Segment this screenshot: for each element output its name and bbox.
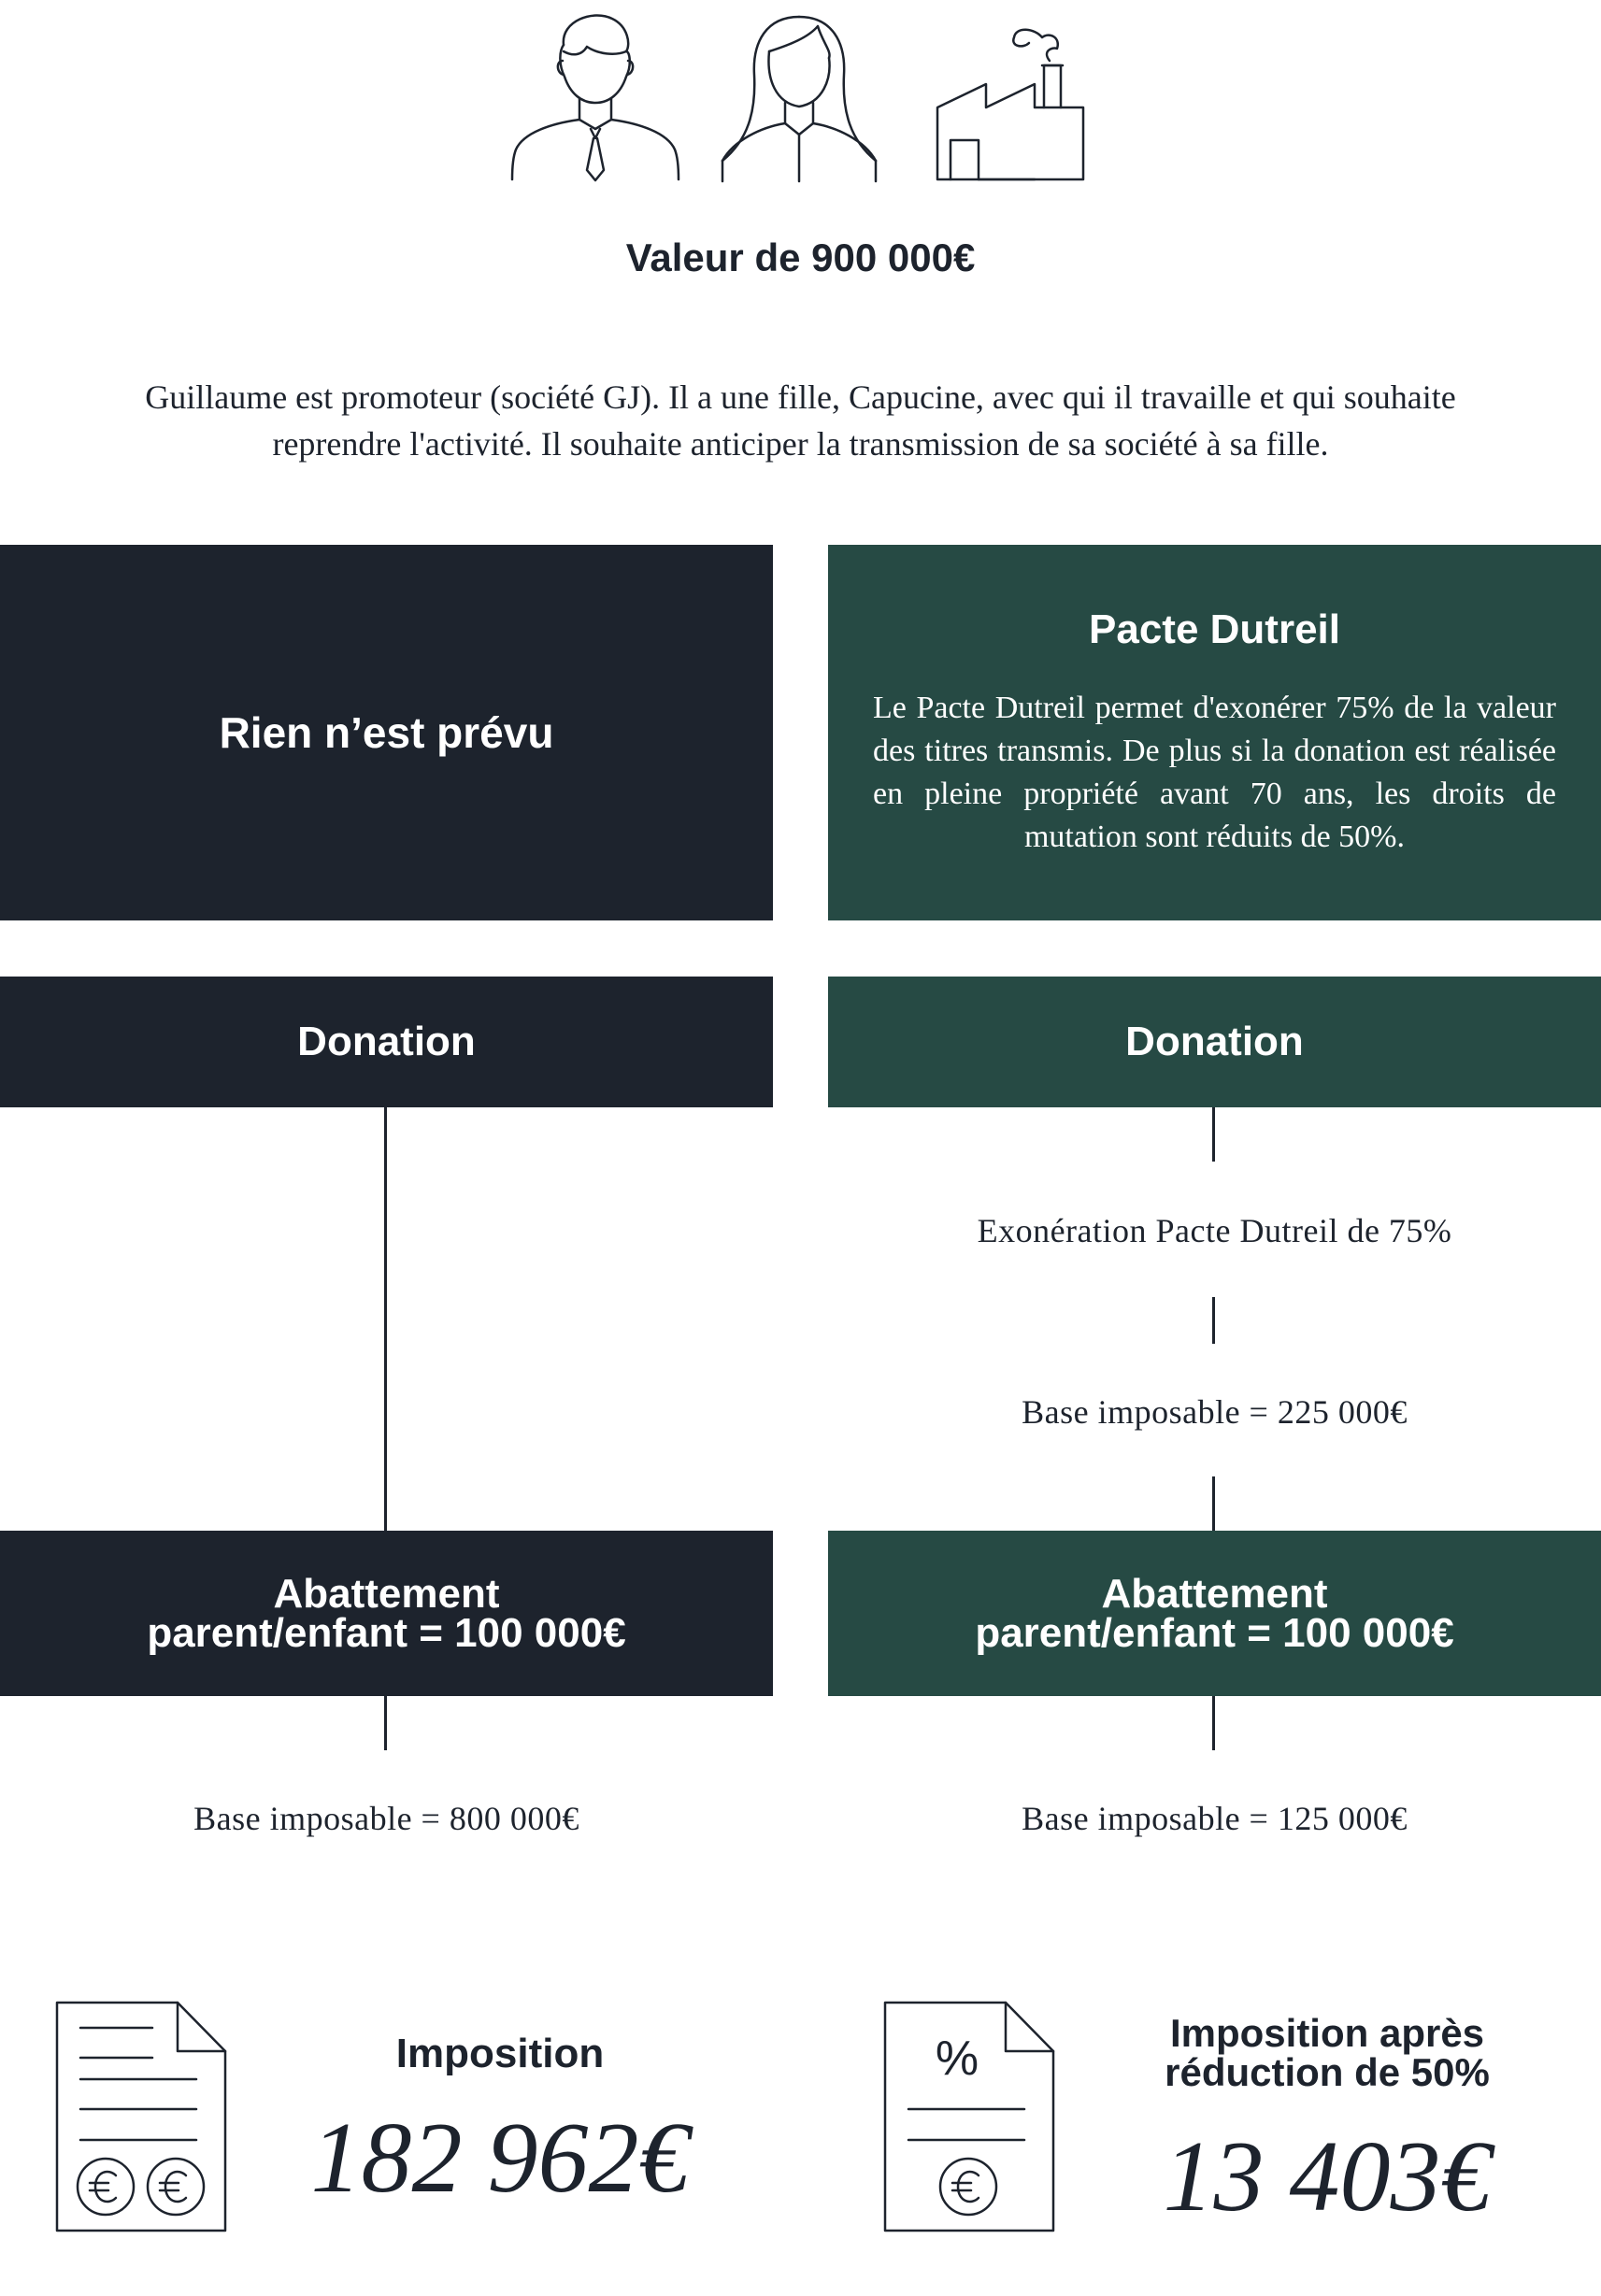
value-title: Valeur de 900 000€ bbox=[625, 235, 976, 279]
left-donation-box bbox=[0, 977, 773, 1107]
left-scenario-box bbox=[0, 545, 773, 920]
right-connector-2 bbox=[1212, 1297, 1215, 1344]
right-result-value: 13 403€ bbox=[1163, 2121, 1492, 2232]
right-donation-label: Donation bbox=[1125, 1019, 1304, 1064]
left-result-label: Imposition bbox=[395, 2031, 605, 2076]
man-icon bbox=[505, 9, 682, 187]
right-connector-4 bbox=[1212, 1696, 1215, 1750]
right-connector-1 bbox=[1212, 1107, 1215, 1162]
right-result-label bbox=[1094, 2011, 1561, 2094]
right-abattement-line1: Abattement bbox=[1101, 1570, 1328, 1617]
right-base-imposable-1: Base imposable = 225 000€ bbox=[1022, 1393, 1408, 1431]
factory-icon bbox=[930, 9, 1098, 187]
right-base-imposable-2: Base imposable = 125 000€ bbox=[1022, 1800, 1408, 1837]
document-euro-icon bbox=[54, 2000, 228, 2233]
right-result-label-line2: réduction de 50% bbox=[1165, 2050, 1490, 2094]
left-abattement-line1: Abattement bbox=[273, 1570, 500, 1617]
right-donation-box bbox=[828, 977, 1601, 1107]
document-percent-euro-icon bbox=[882, 2000, 1056, 2233]
right-exoneration: Exonération Pacte Dutreil de 75% bbox=[977, 1212, 1452, 1249]
header-icons bbox=[505, 9, 1103, 187]
right-abattement-box bbox=[828, 1531, 1601, 1696]
left-connector-1 bbox=[384, 1107, 387, 1531]
left-abattement-line2: parent/enfant = 100 000€ bbox=[147, 1609, 626, 1656]
intro-text: Guillaume est promoteur (société GJ). Il a une fille, Capucine, avec qui il travaille et qui souhaite reprendre l'activité. Il souhaite anticiper la transmission de sa société à sa fille. bbox=[145, 378, 1456, 463]
left-connector-2 bbox=[384, 1696, 387, 1750]
left-base-imposable: Base imposable = 800 000€ bbox=[193, 1800, 579, 1837]
woman-icon bbox=[715, 9, 883, 187]
right-scenario-title: Pacte Dutreil bbox=[1089, 606, 1340, 652]
left-abattement-box bbox=[0, 1531, 773, 1696]
right-result-label-line1: Imposition après bbox=[1169, 2011, 1485, 2055]
svg-text:%: % bbox=[935, 2032, 979, 2086]
left-scenario-title: Rien n’est prévu bbox=[219, 708, 554, 757]
right-scenario-box bbox=[828, 545, 1601, 920]
right-abattement-line2: parent/enfant = 100 000€ bbox=[975, 1609, 1454, 1656]
right-connector-3 bbox=[1212, 1476, 1215, 1531]
left-result-value: 182 962€ bbox=[310, 2103, 690, 2214]
left-donation-label: Donation bbox=[297, 1019, 476, 1064]
right-scenario-description: Le Pacte Dutreil permet d'exonérer 75% de la valeur des titres transmis. De plus si la donation est réalisée en pleine propriété avant 70 ans, les droits de mutation sont réduits de 50%. bbox=[873, 691, 1556, 854]
